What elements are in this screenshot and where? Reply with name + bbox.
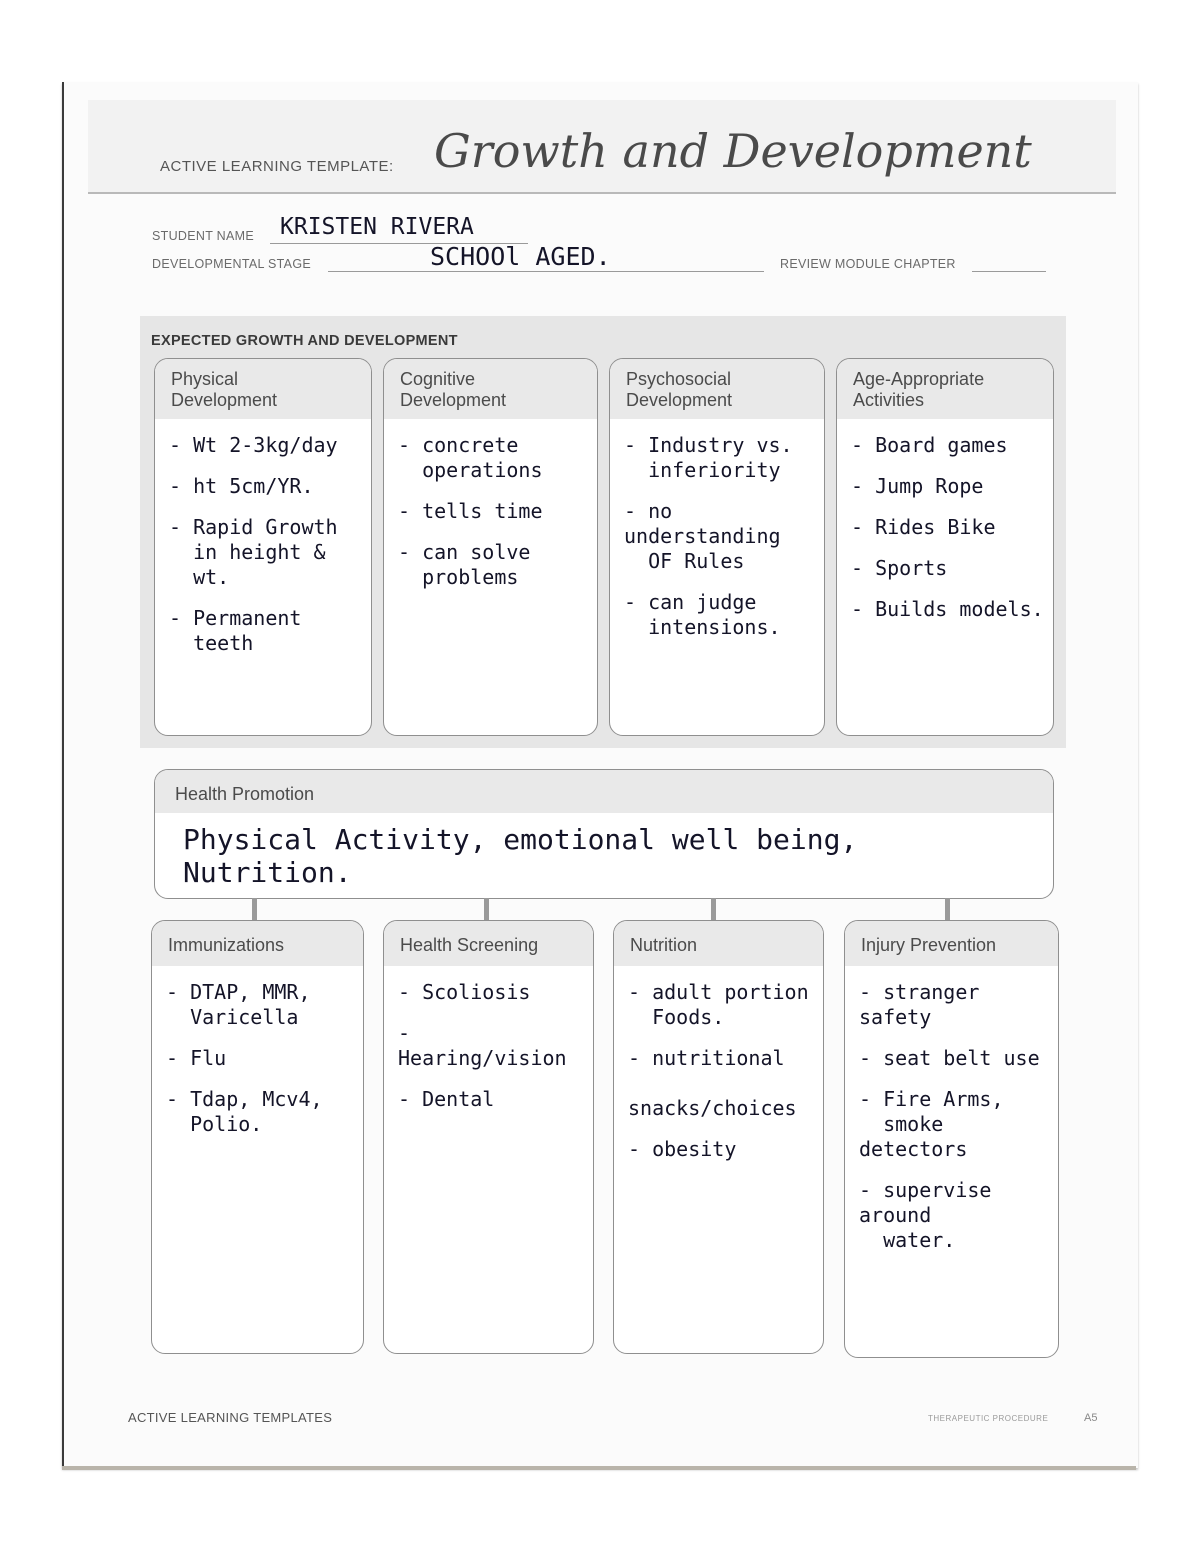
list-item[interactable]: - seat belt use [859, 1046, 1040, 1070]
card-list [610, 419, 824, 640]
section-title: EXPECTED GROWTH AND DEVELOPMENT [151, 333, 458, 349]
list-item[interactable]: - adult portion Foods. [628, 980, 809, 1029]
card-title-line2: Development [626, 390, 733, 410]
list-item[interactable]: - Flu [166, 1046, 227, 1070]
card-health-screening [383, 920, 594, 1354]
list-item[interactable]: - supervise around water. [859, 1178, 992, 1252]
list-item[interactable]: - nutritional snacks/choices [628, 1046, 797, 1120]
card-header [155, 359, 371, 419]
template-label: ACTIVE LEARNING TEMPLATE: [160, 158, 394, 175]
card-list [384, 966, 593, 1112]
card-header [610, 359, 824, 419]
card-title-line2: Development [171, 390, 278, 410]
card-physical-development [154, 358, 372, 736]
card-list [152, 966, 363, 1137]
student-name-value[interactable]: KRISTEN RIVERA [280, 214, 474, 240]
card-header [384, 359, 597, 419]
page-edge [62, 1466, 1136, 1470]
card-title: Nutrition [614, 921, 823, 966]
list-item[interactable]: - can solve problems [398, 540, 531, 589]
list-item[interactable]: - Builds models. [851, 597, 1044, 621]
page-number: A5 [1084, 1412, 1098, 1424]
list-item[interactable]: - Fire Arms, smoke detectors [859, 1087, 1004, 1161]
card-title-line2: Development [400, 390, 507, 410]
developmental-stage-label: DEVELOPMENTAL STAGE [152, 257, 311, 271]
review-module-label: REVIEW MODULE CHAPTER [780, 257, 956, 271]
card-title-line1: Age-Appropriate [853, 369, 985, 389]
list-item[interactable]: - Sports [851, 556, 948, 580]
list-item[interactable]: - DTAP, MMR, Varicella [166, 980, 311, 1029]
card-injury-prevention [844, 920, 1059, 1358]
card-cognitive-development [383, 358, 598, 736]
list-item[interactable]: - Hearing/vision [398, 1021, 567, 1070]
card-nutrition [613, 920, 824, 1354]
footer-label: ACTIVE LEARNING TEMPLATES [128, 1410, 333, 1425]
card-title: Health Screening [384, 921, 593, 966]
card-title-line1: Physical [171, 369, 239, 389]
list-item[interactable]: - tells time [398, 499, 543, 523]
card-age-appropriate-activities [836, 358, 1054, 736]
developmental-stage-line [328, 271, 764, 272]
connector-line [484, 898, 489, 920]
list-item[interactable]: - Industry vs. inferiority [624, 433, 793, 482]
list-item[interactable]: - concrete operations [398, 433, 543, 482]
card-title-line1: Cognitive [400, 369, 476, 389]
list-item[interactable]: - stranger safety [859, 980, 992, 1029]
list-item[interactable]: - Tdap, Mcv4, Polio. [166, 1087, 323, 1136]
list-item[interactable]: - Scoliosis [398, 980, 531, 1004]
health-promotion-card [154, 769, 1054, 899]
connector-line [711, 898, 716, 920]
card-title: Injury Prevention [845, 921, 1058, 966]
student-name-label: STUDENT NAME [152, 229, 254, 243]
health-promotion-title: Health Promotion [155, 770, 1053, 813]
footer-section: THERAPEUTIC PROCEDURE [928, 1414, 1049, 1423]
health-promotion-value[interactable]: Physical Activity, emotional well being, Nutrition. [183, 823, 858, 889]
connector-line [252, 898, 257, 920]
list-item[interactable]: - obesity [628, 1137, 737, 1161]
list-item[interactable]: - ht 5cm/YR. [169, 474, 314, 498]
card-title-line1: Psychosocial [626, 369, 732, 389]
card-psychosocial-development [609, 358, 825, 736]
card-list [837, 419, 1053, 622]
list-item[interactable]: - Jump Rope [851, 474, 984, 498]
card-list [384, 419, 597, 590]
card-immunizations [151, 920, 364, 1354]
list-item[interactable]: - Permanent teeth [169, 606, 302, 655]
card-list [155, 419, 371, 656]
developmental-stage-value[interactable]: SCHOOl AGED. [430, 242, 611, 271]
list-item[interactable]: - can judge intensions. [624, 590, 781, 639]
list-item[interactable]: - Rapid Growth in height & wt. [169, 515, 338, 589]
list-item[interactable]: - Board games [851, 433, 1008, 457]
list-item[interactable]: - Wt 2-3kg/day [169, 433, 338, 457]
card-header [837, 359, 1053, 419]
card-list [614, 966, 823, 1162]
card-title: Immunizations [152, 921, 363, 966]
card-list [845, 966, 1058, 1253]
list-item[interactable]: - Rides Bike [851, 515, 996, 539]
list-item[interactable]: - no understanding OF Rules [624, 499, 781, 573]
card-title-line2: Activities [853, 390, 925, 410]
connector-line [945, 898, 950, 920]
page-title: Growth and Development [434, 124, 1032, 178]
list-item[interactable]: - Dental [398, 1087, 495, 1111]
review-module-line [972, 271, 1046, 272]
